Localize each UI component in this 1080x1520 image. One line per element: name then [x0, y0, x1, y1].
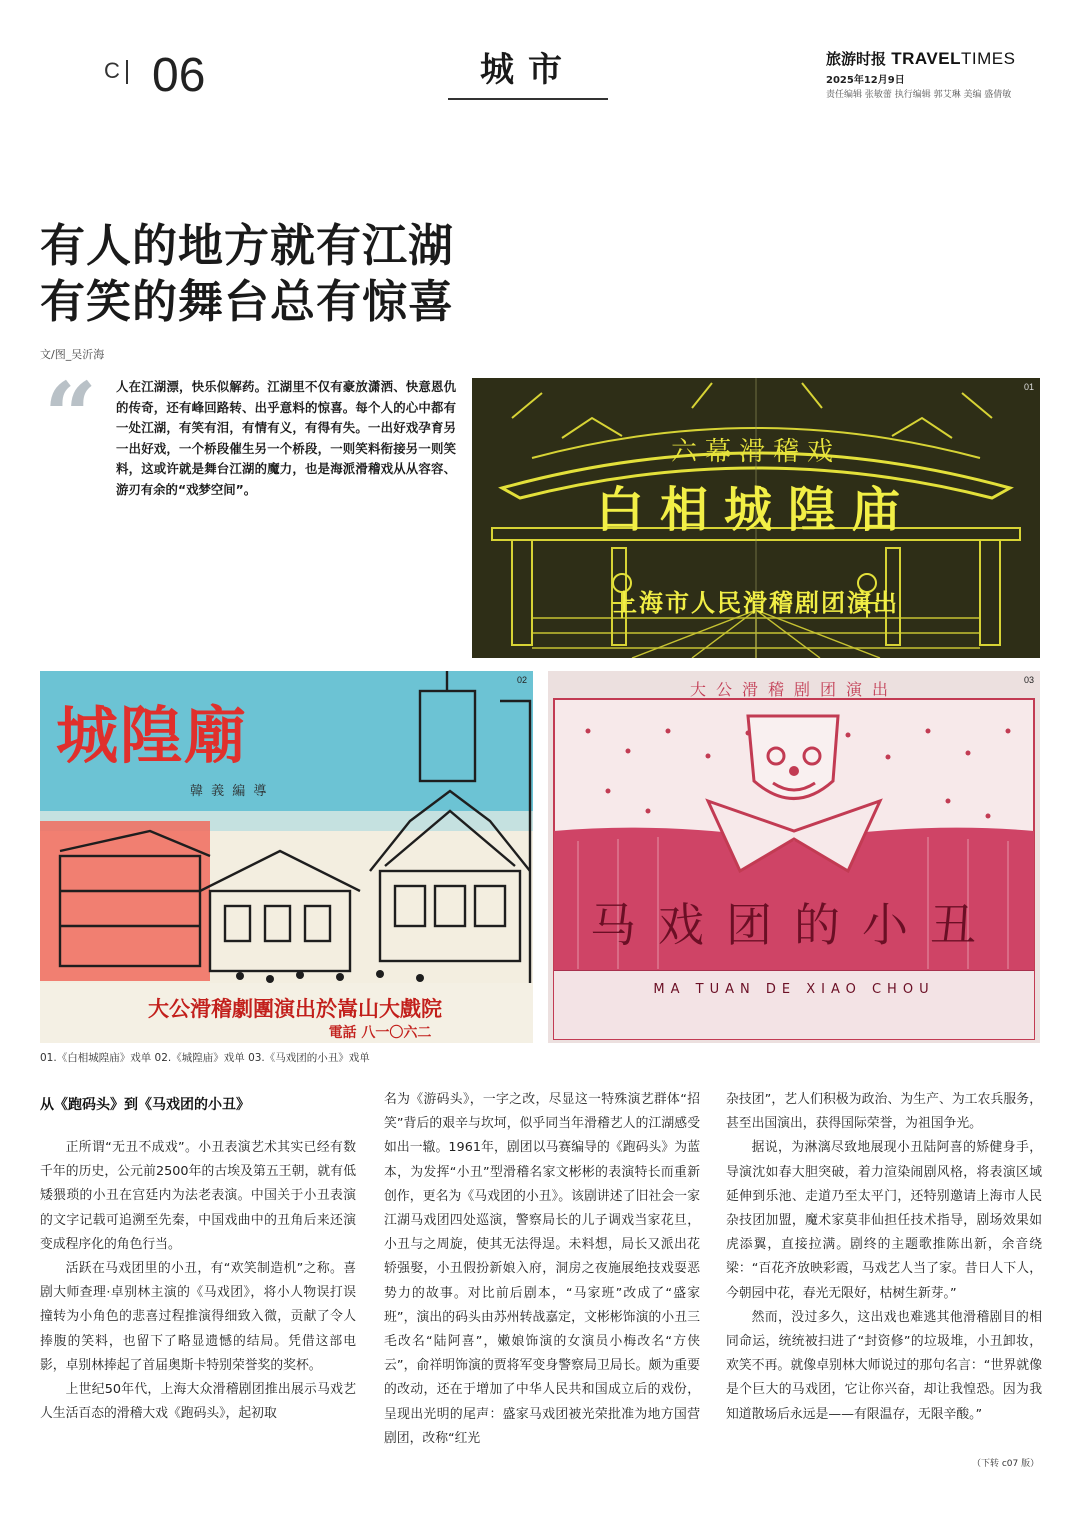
paragraph: 然而，没过多久，这出戏也难逃其他滑稽剧目的相同命运，统统被扫进了“封资修”的垃圾堆，小丑卸妆，欢笑不再。就像卓别林大师说过的那句名言：“世界就像是个巨大的马戏团，它让你兴奋，却让我惶恐。因为我知道散场后永远是——有限温存，无限辛酸。”: [726, 1309, 1042, 1422]
playbill-pinyin: MA TUAN DE XIAO CHOU: [653, 982, 935, 997]
article-column-2: [384, 1088, 700, 1451]
photo-number: 02: [516, 675, 527, 685]
playbill-troupe: 上海市人民滑稽剧团演出: [613, 588, 899, 617]
paragraph: 据说，为淋漓尽致地展现小丑陆阿喜的矫健身手，导演沈如春大胆突破，着力渲染闹剧风格，将表演区域延伸到乐池、走道乃至太平门，还特别邀请上海市人民杂技团加盟，魔术家莫非仙担任技术指导，剧场效果如虎添翼，直接拉满。剧终的主题歌推陈出新，余音绕梁：“百花齐放映彩霞，马戏艺人当了家。昔日人下人，今朝园中花，春光无限好，枯树生新芽。”: [726, 1140, 1042, 1301]
playbill-top-text: 大公滑稽剧团演出: [689, 680, 899, 699]
byline: 文/图_吴沂海: [40, 348, 105, 361]
section-title-underline: [448, 98, 608, 100]
article-subhead: 从《跑码头》到《马戏团的小丑》: [40, 1097, 250, 1113]
playbill-troupe: 大公滑稽劇團演出於嵩山大戲院: [148, 996, 442, 1021]
headline: [40, 218, 660, 330]
photo-chenghuangmiao-playbill: [40, 671, 533, 1043]
playbill-title: 城隍廟: [56, 699, 249, 772]
article-column-1: [40, 1136, 356, 1426]
playbill-top-text: 六幕滑稽戏: [670, 437, 842, 467]
headline-line-1: 有人的地方就有江湖: [40, 219, 455, 272]
quote-mark-icon: “: [44, 362, 97, 470]
continued-note: （下转 c07 版）: [972, 1459, 1040, 1469]
page-number: 06: [152, 49, 206, 102]
playbill-author: 韓 義 編 導: [190, 784, 269, 799]
photo-captions: 01.《白相城隍庙》戏单 02.《城隍庙》戏单 03.《马戏团的小丑》戏单: [40, 1052, 370, 1064]
photo-number: 01: [1023, 382, 1034, 392]
editor-credits: 责任编辑 张敏蕾 执行编辑 郭艾琳 美编 盛倩敏: [826, 90, 1012, 100]
intro-paragraph: 人在江湖漂，快乐似解药。江湖里不仅有豪放潇洒、快意恩仇的传奇，还有峰回路转、出乎意料的惊喜。每个人的心中都有一处江湖，有笑有泪，有情有义，有得有失。一出好戏孕育另一出好戏，一个桥段催生另一个桥段，一则笑料衔接另一则笑料，这或许就是舞台江湖的魔力，也是海派滑稽戏从从容容、游刃有余的“戏梦空间”。: [116, 379, 456, 497]
paragraph: 名为《游码头》，一字之改，尽显这一特殊演艺群体“招笑”背后的艰辛与坎坷，似乎同当年滑稽艺人的江湖感受如出一辙。1961年，剧团以马赛编导的《跑码头》为蓝本，为发挥“小丑”型滑稽名家文彬彬的表演特长而重新创作，更名为《马戏团的小丑》。该剧讲述了旧社会一家江湖马戏团四处巡演，警察局长的儿子调戏当家花旦，小丑与之周旋，使其无法得逞。未料想，局长又派出花轿强娶，小丑假扮新娘入府，洞房之夜施展绝技戏耍恶势力的故事。对比前后剧本，“马家班”改成了“盛家班”，演出的码头由苏州转战嘉定，文彬彬饰演的小丑三毛改名“陆阿喜”，嫩娘饰演的女演员小梅改名“方侠云”，俞祥明饰演的贾将军变身警察局卫局长。颇为重要的改动，还在于增加了中华人民共和国成立后的戏份，呈现出光明的尾声：盛家马戏团被光荣批准为地方国营剧团，改称“红光: [384, 1092, 700, 1446]
masthead: [826, 48, 1015, 69]
street-illustration: [40, 671, 533, 1043]
section-code: C: [104, 58, 134, 84]
photo-number: 03: [1023, 675, 1034, 685]
masthead-english: TRAVELTIMES: [891, 49, 1016, 68]
paragraph: 活跃在马戏团里的小丑，有“欢笑制造机”之称。喜剧大师查理·卓别林主演的《马戏团》，将小人物误打误撞转为小角色的悲喜过程推演得细致入微，贡献了令人捧腹的笑料，也留下了略显遗憾的结局。凭借这部电影，卓别林捧起了首届奥斯卡特别荣誉奖的奖杯。: [40, 1261, 356, 1373]
paragraph: 上世纪50年代，上海大众滑稽剧团推出展示马戏艺人生活百态的滑稽大戏《跑码头》，起初取: [40, 1382, 356, 1422]
photo-circus-clown-playbill: [548, 671, 1040, 1043]
playbill-phone: 電話 八一〇六二: [328, 1025, 432, 1041]
playbill-title: 白相城隍庙: [595, 482, 917, 538]
paragraph: 正所谓“无丑不成戏”。小丑表演艺术其实已经有数千年的历史，公元前2500年的古埃及第五王朝，就有低矮猥琐的小丑在宫廷内为法老表演。中国关于小丑表演的文字记载可追溯至先秦，中国戏曲中的丑角后来还演变成程序化的角色行当。: [40, 1140, 356, 1252]
publication-date: 2025年12月9日: [826, 75, 905, 86]
paragraph: 杂技团”，艺人们积极为政治、为生产、为工农兵服务，甚至出国演出，获得国际荣誉，为祖国争光。: [726, 1092, 1042, 1132]
playbill-title: 马戏团的小丑: [590, 898, 998, 952]
article-column-3: [726, 1088, 1042, 1427]
headline-line-2: 有笑的舞台总有惊喜: [40, 275, 455, 328]
temple-gate-illustration: [472, 378, 1040, 658]
section-title: 城市: [480, 50, 576, 90]
photo-baixiang-chenghuangmiao-playbill: [472, 378, 1040, 658]
clown-illustration: [548, 671, 1040, 1043]
masthead-chinese: 旅游时报: [826, 50, 887, 68]
